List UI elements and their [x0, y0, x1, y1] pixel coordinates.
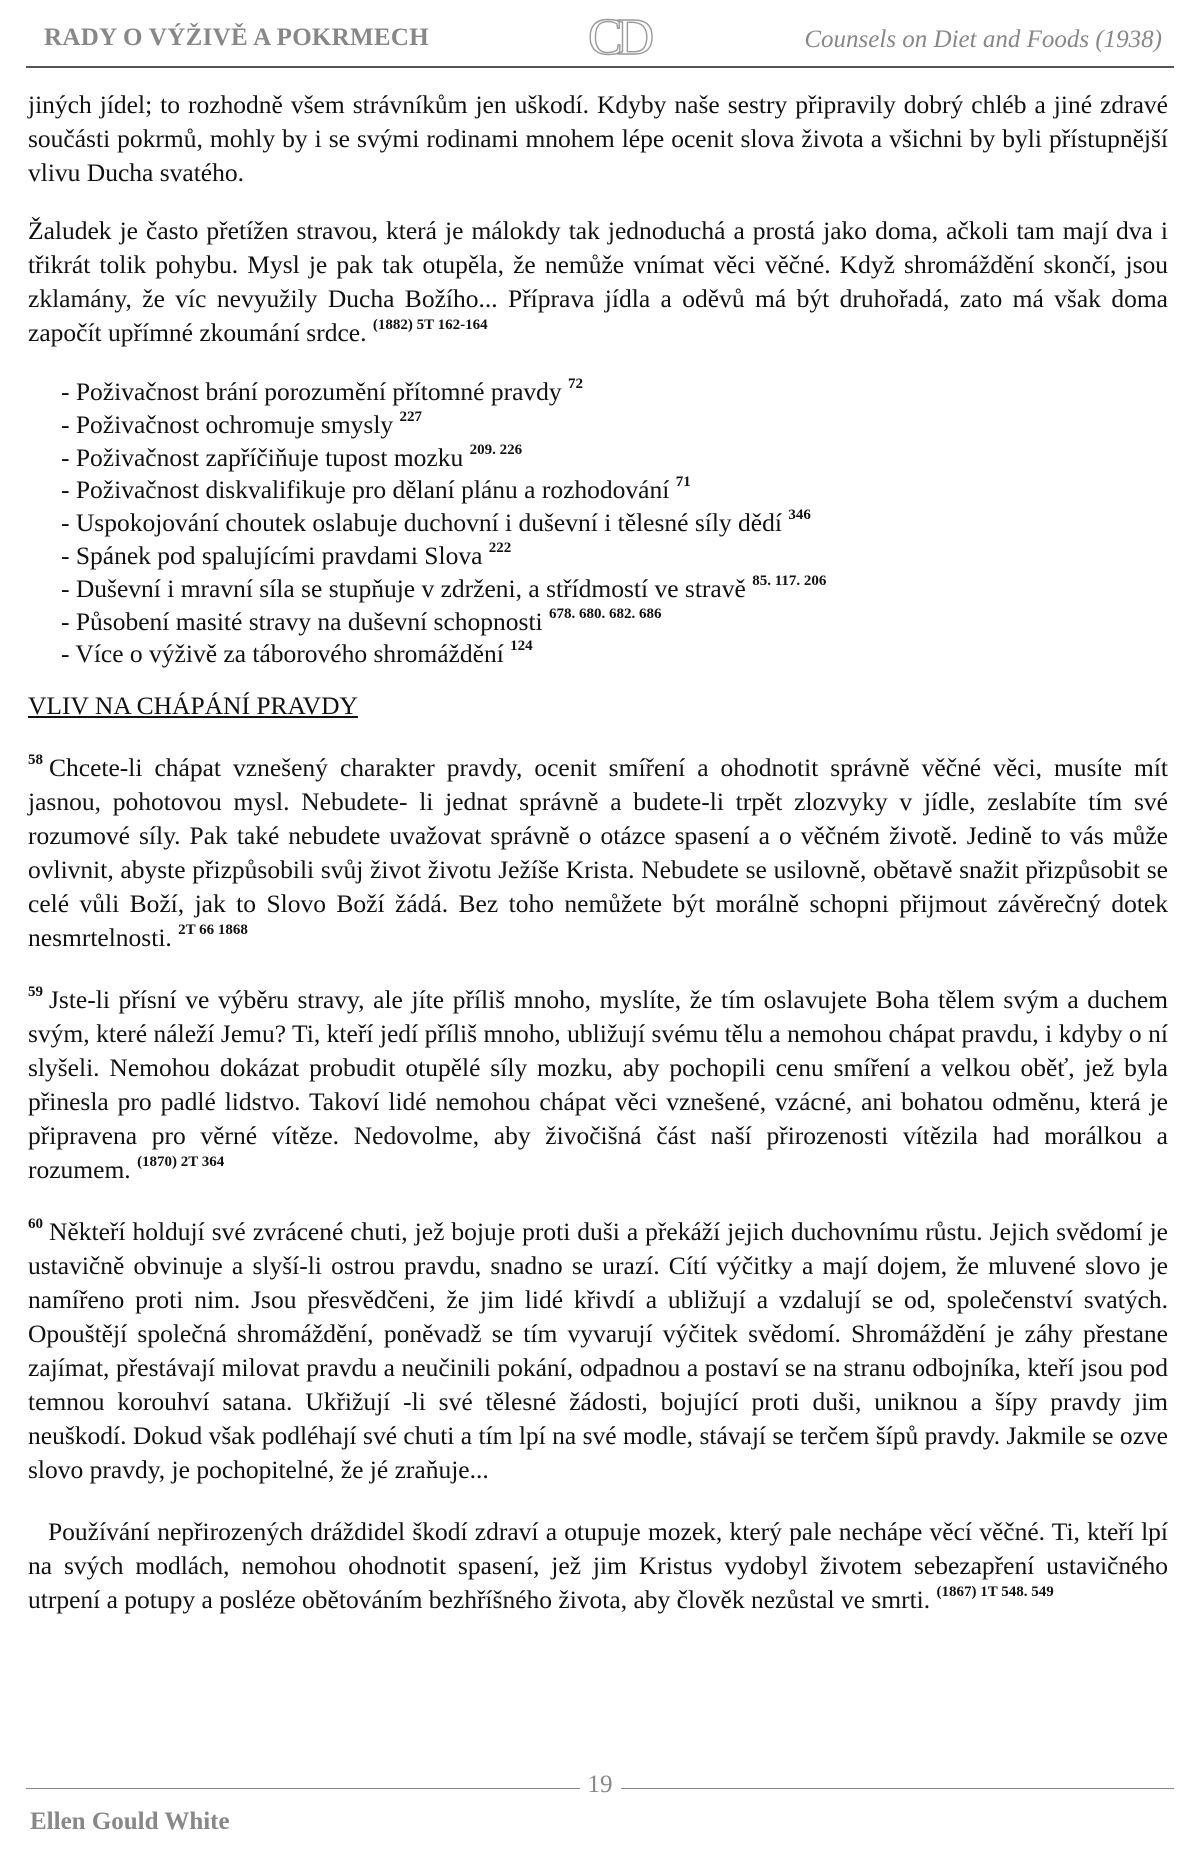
- list-item-text: - Poživačnost zapříčiňuje tupost mozku: [61, 442, 464, 472]
- cd-logo: CD: [588, 9, 649, 66]
- list-item-text: - Uspokojování choutek oslabuje duchovní i duševní i tělesné síly dědí: [61, 508, 782, 538]
- header-book-title: RADY O VÝŽIVĚ A POKRMECH: [44, 24, 430, 51]
- list-item-ref: 227: [399, 408, 423, 425]
- list-item-ref: 222: [488, 539, 512, 556]
- page-number: 19: [580, 1771, 621, 1798]
- list-item: [61, 573, 1168, 606]
- list-item-text: - Poživačnost ochromuje smysly: [61, 409, 394, 439]
- paragraph-number: 58: [28, 752, 43, 769]
- list-item: [61, 442, 1168, 475]
- numbered-paragraph-58: [28, 751, 1168, 955]
- list-item-text: - Duševní i mravní síla se stupňuje v zdrženi, a střídmostí ve stravě: [61, 573, 746, 603]
- paragraph-continuation: jiných jídel; to rozhodně všem strávníkům jen uškodí. Kdyby naše sestry připravily dobrý chléb a jiné zdravé součásti pokrmů, mohly by i se svými rodinami mnohem lépe ocenit slova života a všichni by byli přístupnější vlivu Ducha svatého.: [28, 90, 1168, 187]
- list-item-text: - Spánek pod spalujícími pravdami Slova: [61, 540, 483, 570]
- paragraph-number: 60: [28, 1216, 43, 1233]
- list-item-ref: 209. 226: [469, 441, 523, 458]
- list-item-text: - Poživačnost diskvalifikuje pro dělaní plánu a rozhodování: [61, 475, 670, 505]
- footer-author: Ellen Gould White: [30, 1808, 230, 1835]
- header-english-title: Counsels on Diet and Foods (1938): [804, 26, 1162, 53]
- list-item: [61, 606, 1168, 639]
- reference: (1870) 2T 364: [137, 1154, 225, 1171]
- page-number-wrapper: [0, 1771, 1200, 1799]
- section-heading: VLIV NA CHÁPÁNÍ PRAVDY: [28, 691, 358, 721]
- paragraph-stomach: [28, 214, 1168, 350]
- paragraph-stimulants: [28, 1515, 1168, 1617]
- list-item-ref: 124: [510, 638, 533, 655]
- list-item-text: - Poživačnost brání porozumění přítomné pravdy: [61, 377, 562, 406]
- page-content: [28, 88, 1168, 1617]
- list-item-text: - Více o výživě za táborového shromáždění: [61, 639, 504, 669]
- list-item: [61, 507, 1168, 540]
- paragraph-text: Žaludek je často přetížen stravou, která je málokdy tak jednoduchá a prostá jako doma, ačkoli tam mají dva i třikrát tolik pohybu. Mysl je pak tak otupěla, že nemůže vnímat věci věčné. Když shromáždění skončí, jsou zklamány, že víc nevyužily Ducha Božího... Příprava jídla a oděvů má být druhořadá, zato má však doma započít upřímné zkoumání srdce.: [28, 216, 1168, 347]
- list-item-text: - Působení masité stravy na duševní schopnosti: [61, 606, 543, 636]
- paragraph-text: Jste-li přísní ve výběru stravy, ale jíte příliš mnoho, myslíte, že tím oslavujete Boha tělem svým a duchem svým, které náleží Jemu? Ti, kteří jedí příliš mnoho, ubližují svému tělu a nemohou chápat pravdu, i kdyby o ní slyšeli. Nemohou dokázat probudit otupělé síly mozku, aby pochopili cenu smíření a velkou oběť, jež byla přinesla pro padlé lidstvo. Takoví lidé nemohou chápat věci vznešené, vzácné, ani bohatou odměnu, která je připravena pro věrné vítěze. Nedovolme, aby živočišná část naší přirozenosti vítězila had morálkou a rozumem.: [28, 985, 1168, 1185]
- paragraph-text: Někteří holdují své zvrácené chuti, jež bojuje proti duši a překáží jejich duchovnímu růstu. Jejich svědomí je ustavičně obvinuje a slyší-li ostrou pravdu, snadno se urazí. Cítí výčitky a mají dojem, že mluvené slovo je namířeno proti nim. Jsou přesvědčeni, že jim lidé křivdí a ubližují a vzdalují se od, společenství svatých. Opouštějí společná shromáždění, poněvadž se tím vyvarují výčitek svědomí. Shromáždění je záhy přestane zajímat, přestávají milovat pravdu a neučinili pokání, odpadnou a postaví se na stranu odbojníka, kteří jsou pod temnou korouhví satana. Ukřižují -li své tělesné žádosti, bojující proti duši, uniknou a šípy pravdy jim neuškodí. Dokud však podléhají své chuti a tím lpí na své modle, stávají se terčem šípů pravdy. Jakmile se ozve slovo pravdy, je pochopitelné, že jé zraňuje...: [28, 1217, 1168, 1485]
- paragraph-number: 59: [28, 984, 43, 1001]
- list-item-ref: 72: [568, 376, 584, 392]
- list-item-ref: 346: [788, 507, 811, 524]
- numbered-paragraph-60: [28, 1215, 1168, 1487]
- cross-reference-list: [28, 376, 1168, 671]
- list-item-ref: 678. 680. 682. 686: [549, 605, 662, 622]
- reference: (1882) 5T 162-164: [372, 317, 488, 333]
- paragraph-text: Chcete-li chápat vznešený charakter pravdy, ocenit smíření a ohodnotit správně věčné věci, musíte mít jasnou, pohotovou mysl. Nebudete- li jednat správně a budete-li trpět zlozvyky v jídle, zeslabíte tím své rozumové síly. Pak také nebudete uvažovat správně o otázce spasení a o věčném životě. Jedině to vás může ovlivnit, abyste přizpůsobili svůj život životu Ježíše Krista. Nebudete se usilovně, obětavě snažit přizpůsobit se celé vůli Boží, jak to Slovo Boží žádá. Bez toho nemůžete být morálně schopni přijmout závěrečný dotek nesmrtelnosti.: [28, 753, 1168, 953]
- numbered-paragraph-59: [28, 983, 1168, 1187]
- list-item: [61, 540, 1168, 573]
- list-item: [61, 376, 1168, 409]
- reference: 2T 66 1868: [178, 922, 248, 939]
- page-header: [26, 9, 1174, 68]
- list-item-ref: 85. 117. 206: [752, 572, 827, 589]
- list-item-ref: 71: [675, 474, 691, 491]
- reference: (1867) 1T 548. 549: [936, 1584, 1054, 1601]
- list-item: [61, 638, 1168, 671]
- list-item: [61, 474, 1168, 507]
- paragraph-text: Používání nepřirozených dráždidel škodí zdraví a otupuje mozek, který pale nechápe věcí věčné. Ti, kteří lpí na svých modlách, nemohou ohodnotit spasení, jež jim Kristus vydobyl životem sebezapření ustavičného utrpení a potupy a posléze obětováním bezhříšného života, aby člověk nezůstal ve smrti.: [28, 1517, 1168, 1615]
- list-item: [61, 409, 1168, 442]
